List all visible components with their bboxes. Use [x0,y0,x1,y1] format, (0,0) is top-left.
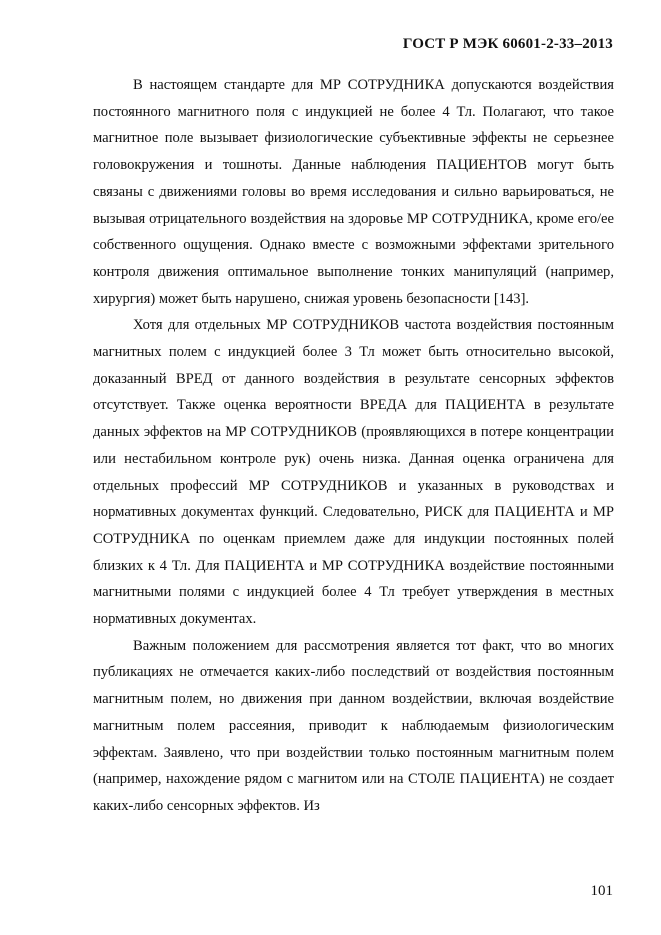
document-header [403,36,613,53]
paragraph-3: Важным положением для рассмотрения является тот факт, что во многих публикациях не отмечается каких-либо последствий от воздействия постоянным магнитным полем, но движения при данном воздействии, включая воздействие магнитным полем рассеяния, приводит к наблюдаемым физиологическим эффектам. Заявлено, что при воздействии только постоянным магнитным полем (например, нахождение рядом с магнитом или на СТОЛЕ ПАЦИЕНТА) не создает каких-либо сенсорных эффектов. Из [93,637,614,814]
document-body [93,72,614,820]
standard-code: ГОСТ Р МЭК 60601-2-33–2013 [402,36,613,52]
paragraph-1: В настоящем стандарте для МР СОТРУДНИКА допускаются воздействия постоянного магнитного поля с индукцией не более 4 Тл. Полагают, что такое магнитное поле вызывает физиологические субъективные эффекты не серьезнее головокружения и тошноты. Данные наблюдения ПАЦИЕНТОВ могут быть связаны с движениями головы во время исследования и сильно варьироваться, не вызывая отрицательного воздействия на здоровье МР СОТРУДНИКА, кроме его/ее собственного ощущения. Однако вместе с возможными эффектами зрительного контроля движения оптимальное выполнение тонких манипуляций (например, хирургия) может быть нарушено, снижая уровень безопасности [143]. [93,77,614,307]
paragraph-2: Хотя для отдельных МР СОТРУДНИКОВ частота воздействия постоянным магнитных полем с индукцией более 3 Тл может быть относительно высокой, доказанный ВРЕД от данного воздействия в результате сенсорных эффектов отсутствует. Также оценка вероятности ВРЕДА для ПАЦИЕНТА в результате данных эффектов на МР СОТРУДНИКОВ (проявляющихся в потере концентрации или нестабильном контроле рук) очень низка. Данная оценка ограничена для отдельных профессий МР СОТРУДНИКОВ и указанных в руководствах и нормативных документах функций. Следовательно, РИСК для ПАЦИЕНТА и МР СОТРУДНИКА по оценкам приемлем даже для индукции постоянных полей близких к 4 Тл. Для ПАЦИЕНТА и МР СОТРУДНИКА воздействие постоянными магнитными полями с индукцией более 4 Тл требует утверждения в местных нормативных документах. [93,317,614,628]
page-number: 101 [590,883,613,899]
